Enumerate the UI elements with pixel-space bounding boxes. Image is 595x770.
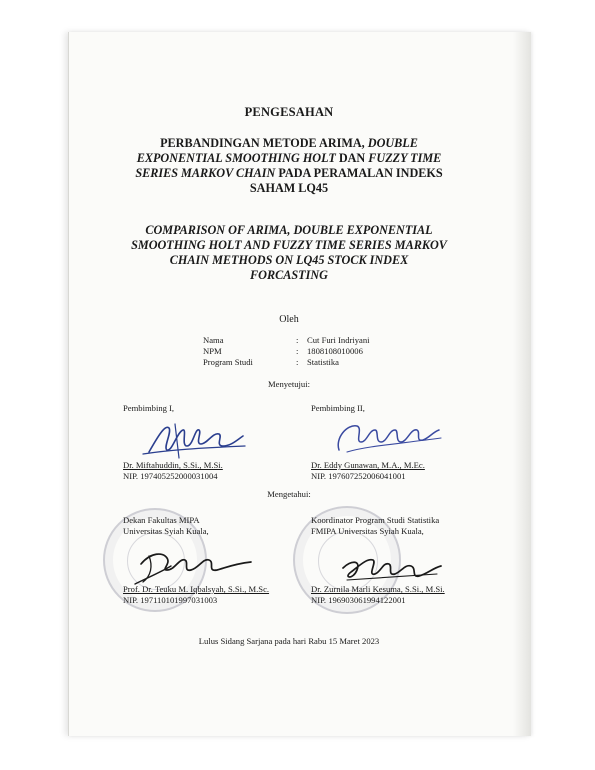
coordinator-name: Dr. Zurnila Marli Kesuma, S.Si., M.Si. <box>311 584 445 594</box>
title-en-line4: FORCASTING <box>250 268 328 282</box>
by-label: Oleh <box>279 314 299 325</box>
supervisor1-signature <box>139 418 249 462</box>
dean-signature <box>127 542 257 588</box>
colon: : <box>296 357 299 367</box>
page-heading: PENGESAHAN <box>244 105 334 119</box>
student-npm-value: 1808108010006 <box>307 346 363 356</box>
supervisor2-nip: NIP. 197607252006041001 <box>311 471 406 481</box>
dean-role-line1: Dekan Fakultas MIPA <box>123 515 200 525</box>
coordinator-signature <box>337 548 447 588</box>
colon: : <box>296 335 299 345</box>
student-name-label: Nama <box>203 335 224 345</box>
colon: : <box>296 346 299 356</box>
title-id-line4: SAHAM LQ45 <box>249 181 329 195</box>
approved-label: Menyetujui: <box>267 379 310 389</box>
supervisor2-signature <box>327 416 447 460</box>
title-en-line2: SMOOTHING HOLT AND FUZZY TIME SERIES MARKOV <box>131 238 447 252</box>
title-id-line1: PERBANDINGAN METODE ARIMA, DOUBLE <box>160 136 418 150</box>
dean-nip: NIP. 197110101997031003 <box>123 595 218 605</box>
student-name-value: Cut Furi Indriyani <box>307 335 370 345</box>
page-spine-shadow <box>513 32 531 736</box>
student-prodi-label: Program Studi <box>203 357 253 367</box>
document-page <box>68 32 531 736</box>
graduation-date-text: Lulus Sidang Sarjana pada hari Rabu 15 Maret 2023 <box>198 636 380 646</box>
title-english <box>69 223 509 283</box>
supervisor2-role: Pembimbing II, <box>311 403 365 413</box>
acknowledged-label: Mengetahui: <box>267 489 311 499</box>
coordinator-role-line1: Koordinator Program Studi Statistika <box>311 515 440 525</box>
supervisor1-nip: NIP. 197405252000031004 <box>123 471 218 481</box>
coordinator-nip: NIP. 196903061994122001 <box>311 595 406 605</box>
dean-name: Prof. Dr. Teuku M. Iqbalsyah, S.Si., M.Sc. <box>123 584 270 594</box>
supervisor2-name: Dr. Eddy Gunawan, M.A., M.Ec. <box>311 460 425 470</box>
coordinator-role-line2: FMIPA Universitas Syiah Kuala, <box>311 526 424 536</box>
student-prodi-value: Statistika <box>307 357 339 367</box>
dean-role-line2: Universitas Syiah Kuala, <box>123 526 209 536</box>
title-indonesian <box>69 136 509 196</box>
student-npm-label: NPM <box>203 346 222 356</box>
title-id-line3: SERIES MARKOV CHAIN PADA PERAMALAN INDEKS <box>135 166 443 180</box>
title-en-line1: COMPARISON OF ARIMA, DOUBLE EXPONENTIAL <box>145 223 433 237</box>
supervisor1-name: Dr. Miftahuddin, S.Si., M.Si. <box>123 460 223 470</box>
title-en-line3: CHAIN METHODS ON LQ45 STOCK INDEX <box>169 253 409 267</box>
supervisor1-role: Pembimbing I, <box>123 403 175 413</box>
title-id-line2: EXPONENTIAL SMOOTHING HOLT DAN FUZZY TIME <box>136 151 442 165</box>
